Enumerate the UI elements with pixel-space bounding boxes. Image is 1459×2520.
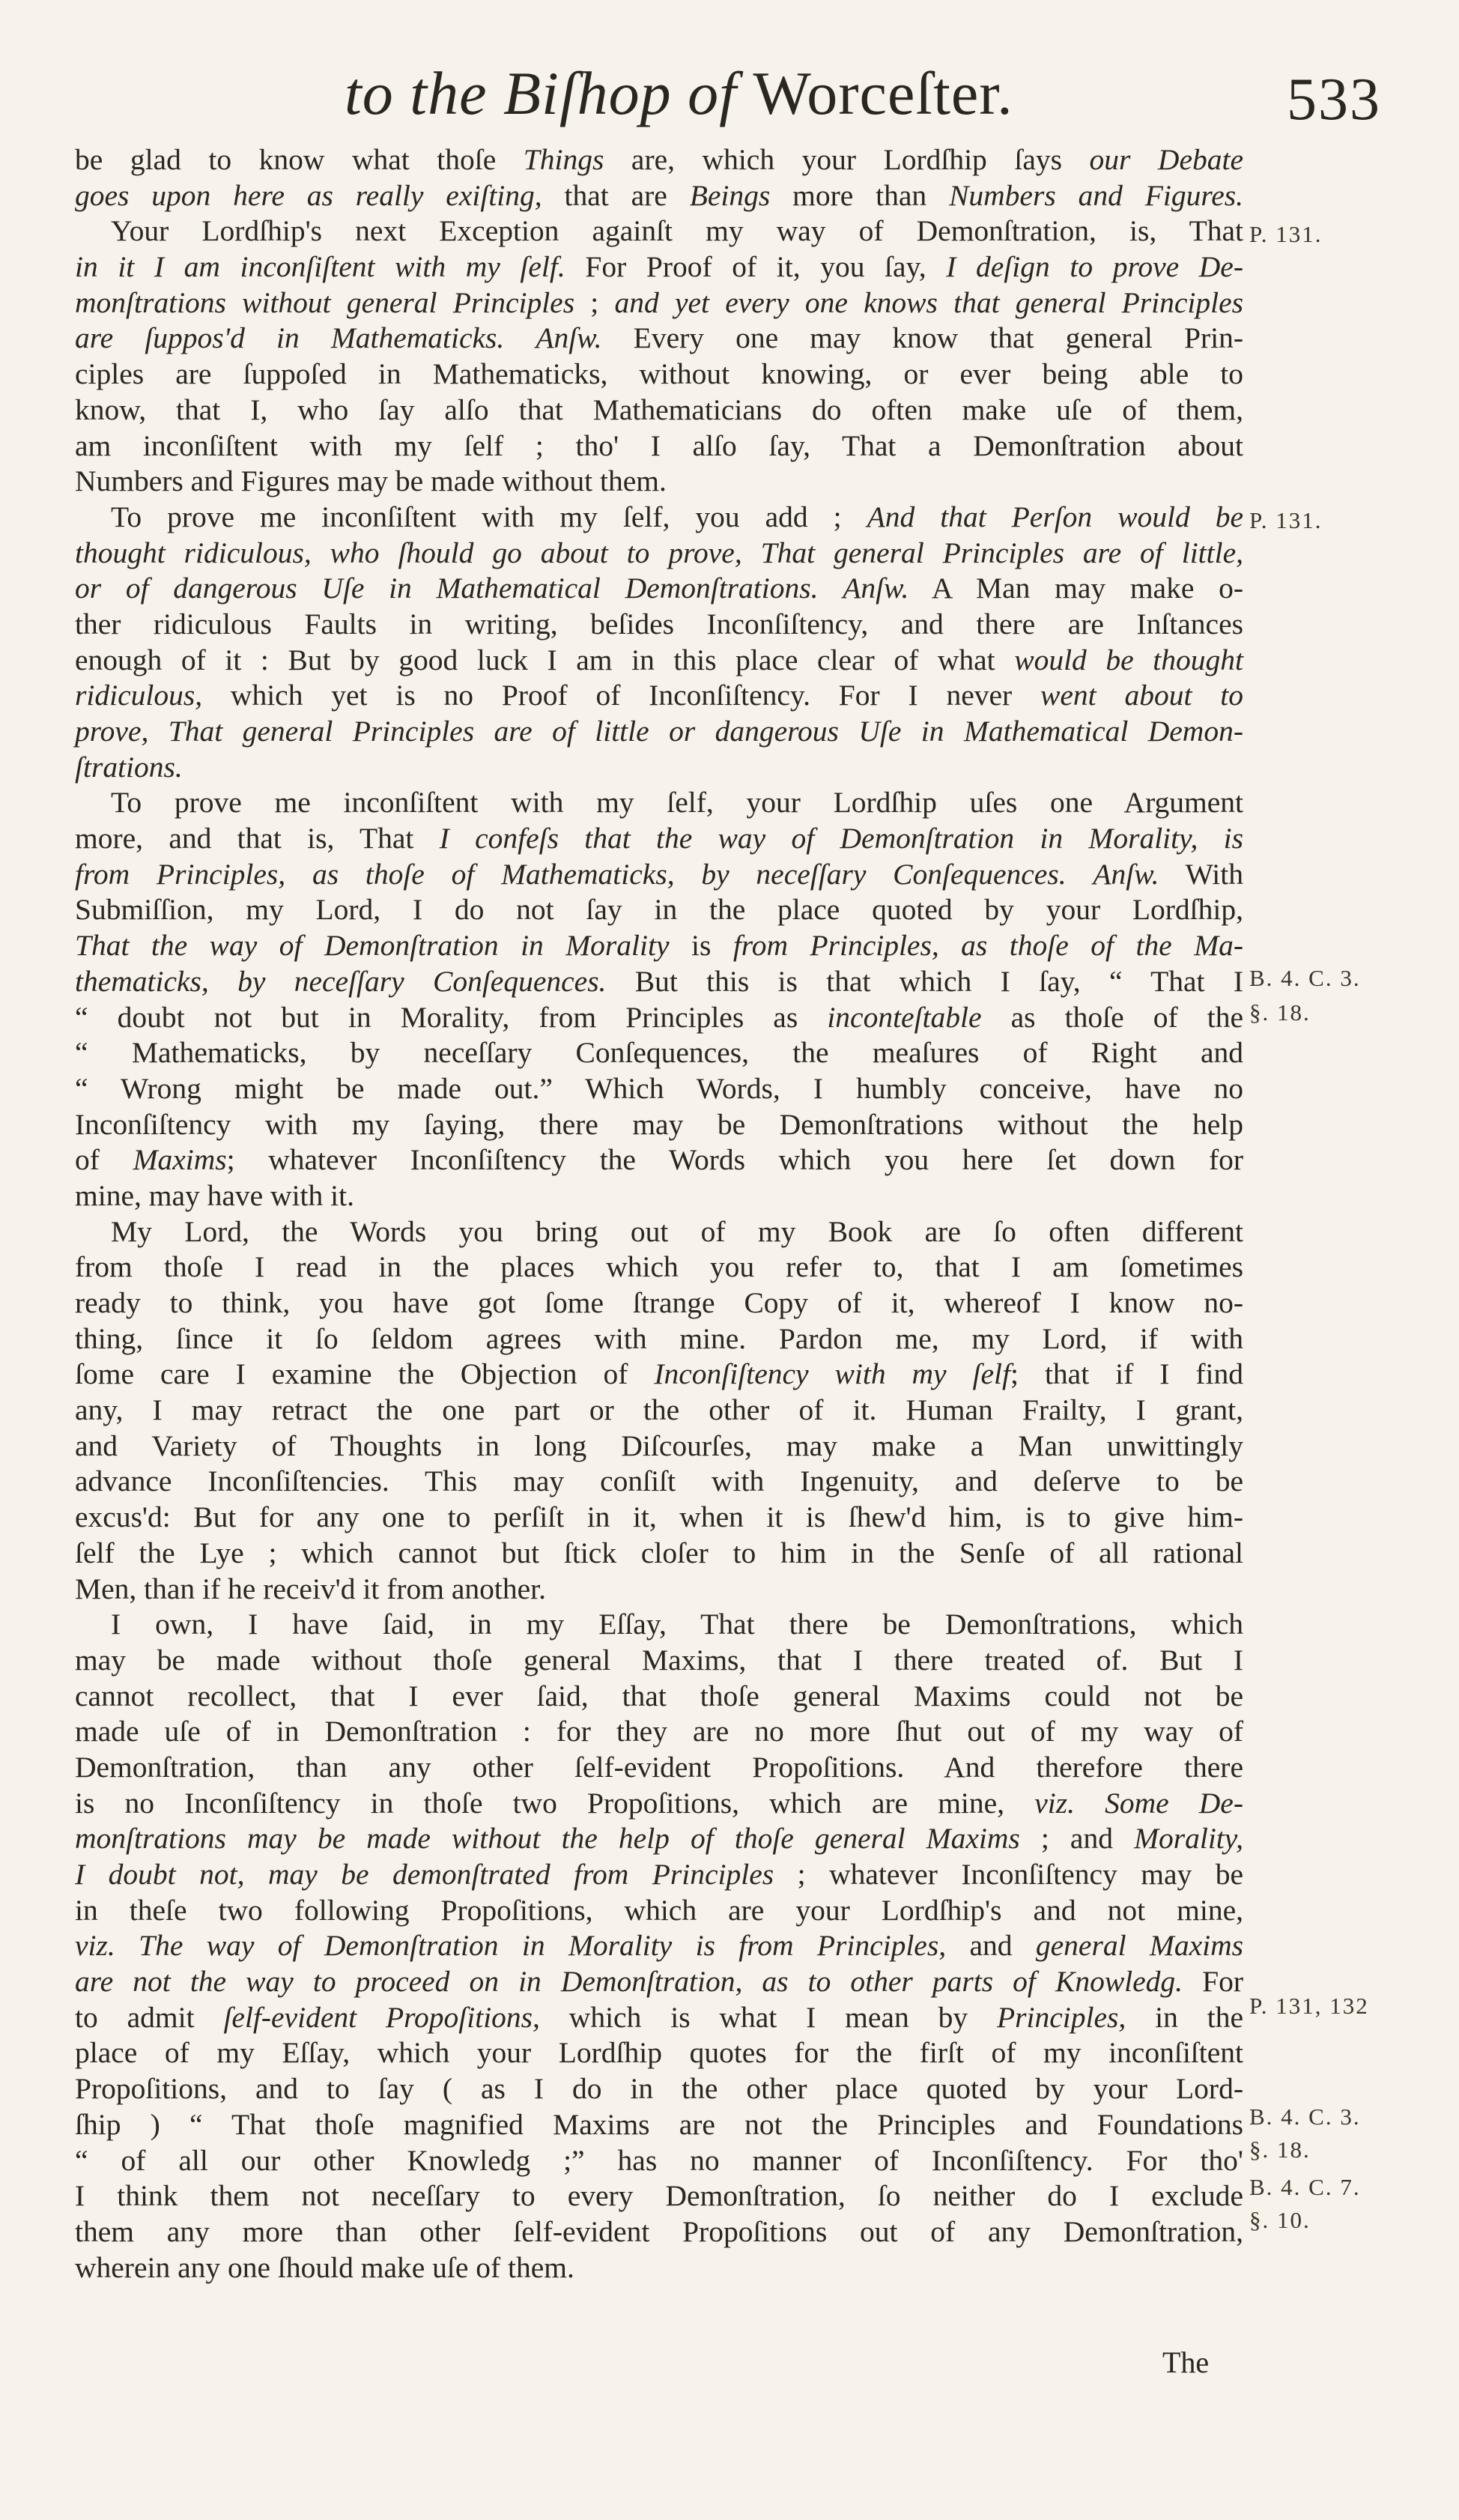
text-span: Anſw. <box>843 572 909 605</box>
text-span: and yet every one knows that general Principles <box>614 285 1243 319</box>
text-span: general Maxims <box>1035 1929 1243 1963</box>
text-line <box>75 1821 1243 1857</box>
text-span: Submiſſion, my Lord, I do not ſay in the place quoted by your Lordſhip, <box>75 893 1243 927</box>
text-line <box>75 2000 1243 2036</box>
text-line <box>75 1464 1243 1500</box>
text-line <box>75 321 1243 357</box>
text-span: Principles, <box>996 2000 1126 2034</box>
text-line <box>75 1643 1243 1679</box>
text-span: as thoſe of the <box>981 1000 1244 1034</box>
text-line <box>75 1321 1243 1357</box>
text-line <box>75 2214 1243 2250</box>
text-line <box>75 607 1243 643</box>
text-span: Numbers and Figures may be made without them. <box>75 464 667 498</box>
text-span <box>504 321 536 354</box>
text-line <box>75 785 1243 821</box>
margin-note: §. 18. <box>1249 2136 1311 2163</box>
text-line <box>75 2035 1243 2071</box>
text-span: wherein any one ſhould make uſe of them. <box>75 2250 574 2284</box>
text-line <box>75 2071 1243 2107</box>
margin-note: B. 4. C. 3. <box>1249 2103 1361 2130</box>
text-span: inconteſtable <box>827 1000 982 1034</box>
text-span: is no Inconſiſtency in thoſe two Propoſitions, which are mine, <box>75 1786 1035 1820</box>
text-span: For Proof of it, you ſay, <box>565 250 947 284</box>
text-span: monſtrations without general Principles <box>75 285 575 319</box>
text-line <box>75 643 1243 679</box>
text-span: more, and that is, That <box>75 822 440 855</box>
text-line <box>75 1250 1243 1285</box>
text-span: Anſw. <box>1093 857 1159 891</box>
text-span <box>1067 858 1094 891</box>
text-span: are, which your Lordſhip ſays <box>604 143 1090 176</box>
text-span: ſelf-evident Propoſitions, <box>223 2000 540 2034</box>
text-span: My Lord, the Words you bring out of my Book are ſo often different <box>111 1214 1243 1248</box>
text-line <box>75 928 1243 964</box>
text-line <box>75 1035 1243 1071</box>
text-line <box>75 1536 1243 1572</box>
text-span: may be made without thoſe general Maxims, that I there treated of. But I <box>75 1643 1243 1677</box>
text-span: I deſign to prove De- <box>946 250 1243 284</box>
text-line <box>75 178 1243 214</box>
text-line <box>75 357 1243 393</box>
text-span: place of my Eſſay, which your Lordſhip quotes for the firſt of my inconſiſtent <box>75 2036 1243 2070</box>
text-line <box>75 464 1243 500</box>
text-span: “ Mathematicks, by neceſſary Conſequences, the meaſures of Right and <box>75 1036 1243 1070</box>
text-line <box>75 500 1243 536</box>
text-span: I doubt not, may be demonſtrated from Principles <box>75 1858 774 1891</box>
text-span: ther ridiculous Faults in writing, beſides Inconſiſtency, and there are Inſtances <box>75 607 1243 640</box>
text-line <box>75 1214 1243 1250</box>
running-title-roman: Worceſter. <box>753 59 1013 127</box>
running-head <box>0 58 1459 141</box>
text-span: am inconſiſtent with my ſelf ; tho' I alſo ſay, That a Demonſtration about <box>75 428 1243 462</box>
text-span: in it I am inconſiſtent with my ſelf. <box>75 250 565 284</box>
text-span: To prove me inconſiſtent with my ſelf, you add ; <box>111 500 867 533</box>
text-span: are not the way to proceed on in Demonſtration, as to other parts of Knowledg. <box>75 1965 1183 1999</box>
text-span: ready to think, you have got ſome ſtrange Copy of it, whereof I know no- <box>75 1286 1243 1319</box>
text-span: be glad to know what thoſe <box>75 143 524 176</box>
text-span: With <box>1159 857 1243 891</box>
text-line <box>75 249 1243 285</box>
text-span: ridiculous, <box>75 679 203 712</box>
text-span: which is what I mean by <box>539 2000 997 2034</box>
text-line <box>75 1500 1243 1536</box>
text-span: from Principles, as thoſe of Mathematicks, by neceſſary Conſequences. <box>75 857 1067 891</box>
text-span: For <box>1183 1965 1243 1999</box>
text-line <box>75 1750 1243 1786</box>
text-span: enough of it : But by good luck I am in this place clear of what <box>75 643 1015 676</box>
text-span: Things <box>523 143 604 176</box>
text-span: and Variety of Thoughts in long Diſcourſes, may make a Man unwittingly <box>75 1429 1243 1462</box>
text-span: I confeſs that the way of Demonſtration in Morality, is <box>439 822 1243 855</box>
text-span: But this is that which I ſay, “ That I <box>606 964 1243 998</box>
text-span: went about to <box>1040 679 1244 712</box>
margin-note: §. 10. <box>1249 2207 1311 2233</box>
text-span: goes upon here as really exiſting, <box>75 178 542 212</box>
text-span: our Debate <box>1089 143 1243 176</box>
text-span: Beings <box>689 178 771 212</box>
text-line <box>75 1607 1243 1643</box>
text-span: To prove me inconſiſtent with my ſelf, your Lordſhip uſes one Argument <box>111 786 1243 820</box>
text-line <box>75 142 1243 178</box>
text-span: ; <box>574 285 615 319</box>
text-line <box>75 1107 1243 1143</box>
text-line <box>75 821 1243 857</box>
text-span: “ Wrong might be made out.” Which Words, I humbly conceive, have no <box>75 1071 1243 1105</box>
text-span: know, that I, who ſay alſo that Mathematicians do often make uſe of them, <box>75 393 1243 426</box>
text-line <box>75 213 1243 249</box>
text-span: made uſe of in Demonſtration : for they are no more ſhut out of my way of <box>75 1715 1243 1748</box>
text-span: ſtrations. <box>75 750 183 784</box>
text-span: monſtrations may be made without the help of thoſe general Maxims <box>75 1822 1020 1856</box>
text-span: or of dangerous Uſe in Mathematical Demonſtrations. <box>75 572 819 605</box>
text-line <box>75 1964 1243 2000</box>
text-span: Morality, <box>1134 1822 1243 1856</box>
text-span: ; and <box>1019 1822 1135 1856</box>
text-span: “ of all our other Knowledg ;” has no manner of Inconſiſtency. For tho' <box>75 2143 1243 2177</box>
text-line <box>75 1142 1243 1178</box>
text-span: to admit <box>75 2000 224 2034</box>
text-span: is <box>669 929 733 963</box>
text-span: and <box>946 1929 1036 1963</box>
text-line <box>75 1071 1243 1107</box>
text-line <box>75 428 1243 464</box>
text-span: I think them not neceſſary to every Demonſtration, ſo neither do I exclude <box>75 2179 1243 2213</box>
text-line <box>75 1357 1243 1393</box>
text-span: thought ridiculous, who ſhould go about to prove, That general Principles are of little, <box>75 536 1243 569</box>
text-span: in the <box>1126 2000 1243 2034</box>
text-span: any, I may retract the one part or the other of it. Human Frailty, I grant, <box>75 1393 1243 1427</box>
text-span: from thoſe I read in the places which you refer to, that I am ſometimes <box>75 1250 1243 1284</box>
margin-note: P. 131, 132 <box>1249 1993 1369 2019</box>
margin-note: P. 131. <box>1249 221 1323 247</box>
text-line <box>75 750 1243 786</box>
text-span: ; whatever Inconſiſtency the Words which you here ſet down for <box>226 1143 1244 1177</box>
text-span: And that Perſon would be <box>867 500 1244 533</box>
text-line <box>75 2107 1243 2143</box>
text-span: ; that if I find <box>1010 1357 1243 1391</box>
text-span: ſhip ) “ That thoſe magnified Maxims are not the Principles and Foundations <box>75 2107 1243 2141</box>
text-span: from Principles, as thoſe of the Ma- <box>732 929 1244 963</box>
text-line <box>75 1893 1243 1929</box>
text-span: “ doubt not but in Morality, from Principles as <box>75 1000 828 1034</box>
text-span: Anſw. <box>536 321 602 355</box>
margin-note: B. 4. C. 3. <box>1249 965 1361 991</box>
text-line <box>75 964 1243 1000</box>
text-span: Numbers and Figures. <box>949 178 1244 212</box>
text-span: viz. Some De- <box>1034 1786 1243 1820</box>
text-span: A Man may make o- <box>909 572 1244 605</box>
text-span: cannot recollect, that I ever ſaid, that thoſe general Maxims could not be <box>75 1679 1243 1712</box>
margin-note: §. 18. <box>1249 999 1311 1026</box>
text-line <box>75 2178 1243 2214</box>
text-span: Men, than if he receiv'd it from another. <box>75 1572 547 1605</box>
page-number: 533 <box>1287 67 1381 133</box>
text-line <box>75 393 1243 428</box>
text-span: excus'd: But for any one to perſiſt in it, when it is ſhew'd him, is to give him- <box>75 1500 1243 1534</box>
text-span: would be thought <box>1014 643 1243 676</box>
running-title <box>345 58 1013 129</box>
text-span <box>818 572 843 605</box>
text-line <box>75 857 1243 893</box>
text-span: are ſuppos'd in Mathematicks. <box>75 321 505 355</box>
text-span: them any more than other ſelf-evident Propoſitions out of any Demonſtration, <box>75 2214 1243 2248</box>
text-line <box>75 1000 1243 1036</box>
catchword: The <box>1162 2345 1210 2379</box>
text-line <box>75 1857 1243 1893</box>
text-span: Maxims <box>133 1143 227 1177</box>
text-span: ciples are ſuppoſed in Mathematicks, without knowing, or ever being able to <box>75 357 1243 391</box>
margin-note: P. 131. <box>1249 507 1323 533</box>
text-span: Inconſiſtency with my ſelf <box>654 1357 1011 1391</box>
text-span: Demonſtration, than any other ſelf-evident Propoſitions. And therefore there <box>75 1750 1243 1784</box>
text-span: I own, I have ſaid, in my Eſſay, That there be Demonſtrations, which <box>111 1608 1243 1641</box>
text-span: ſome care I examine the Objection of <box>75 1357 655 1391</box>
text-span: advance Inconſiſtencies. This may conſiſt with Ingenuity, and deſerve to be <box>75 1465 1243 1498</box>
running-title-italic: to the Biſhop of <box>345 59 753 127</box>
text-line <box>75 1285 1243 1321</box>
text-line <box>75 892 1243 928</box>
text-span: thing, ſince it ſo ſeldom agrees with mine. Pardon me, my Lord, if with <box>75 1321 1243 1355</box>
text-line <box>75 571 1243 607</box>
text-span: more than <box>770 178 950 212</box>
margin-note: B. 4. C. 7. <box>1249 2174 1361 2200</box>
text-line <box>75 1393 1243 1429</box>
text-line <box>75 678 1243 714</box>
text-line <box>75 1572 1243 1608</box>
text-span: Your Lordſhip's next Exception againſt my way of Demonſtration, is, That <box>111 214 1243 248</box>
text-span: thematicks, by neceſſary Conſequences. <box>75 964 607 998</box>
text-span: of <box>75 1143 133 1177</box>
text-line <box>75 2250 1243 2286</box>
text-line <box>75 1679 1243 1715</box>
text-span: ſelf the Lye ; which cannot but ſtick cloſer to him in the Senſe of all rational <box>75 1536 1243 1569</box>
text-span: Inconſiſtency with my ſaying, there may be Demonſtrations without the help <box>75 1107 1243 1141</box>
text-line <box>75 1714 1243 1750</box>
text-span: which yet is no Proof of Inconſiſtency. For I never <box>202 679 1041 712</box>
text-span: viz. The way of Demonſtration in Morality is from Principles, <box>75 1929 947 1963</box>
text-span: Every one may know that general Prin- <box>601 321 1244 355</box>
text-span: ; whatever Inconſiſtency may be <box>774 1858 1243 1891</box>
text-span: mine, may have with it. <box>75 1178 354 1212</box>
text-span: Propoſitions, and to ſay ( as I do in the other place quoted by your Lord- <box>75 2072 1243 2106</box>
text-line <box>75 2143 1243 2179</box>
body-text <box>75 142 1243 2286</box>
text-line <box>75 1429 1243 1465</box>
text-line <box>75 1786 1243 1822</box>
text-span: in theſe two following Propoſitions, which are your Lordſhip's and not mine, <box>75 1893 1243 1927</box>
text-line <box>75 1178 1243 1214</box>
text-line <box>75 285 1243 321</box>
text-span: That the way of Demonſtration in Morality <box>75 929 670 963</box>
text-span: prove, That general Principles are of little or dangerous Uſe in Mathematical Demon- <box>75 715 1243 748</box>
text-line <box>75 714 1243 750</box>
text-span: that are <box>542 178 690 212</box>
text-line <box>75 1928 1243 1964</box>
text-line <box>75 536 1243 572</box>
